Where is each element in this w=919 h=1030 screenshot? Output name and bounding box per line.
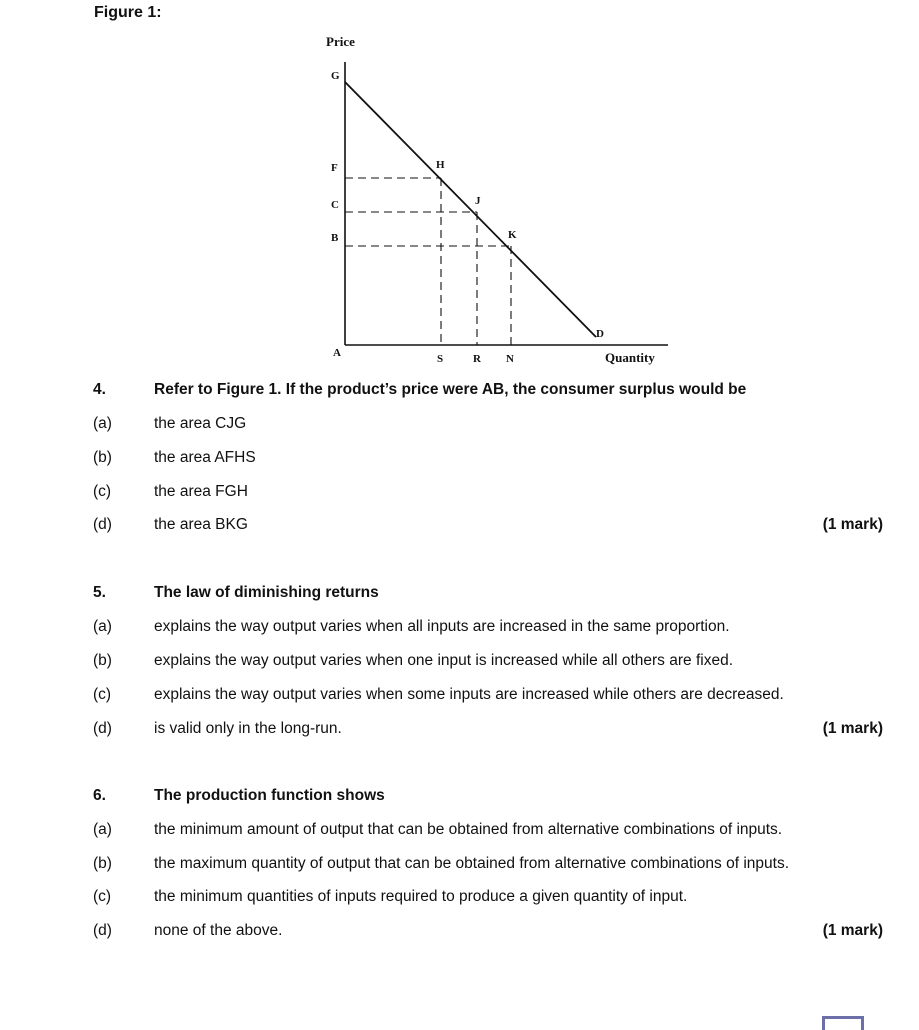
label-s: S: [437, 353, 444, 365]
figure-title: Figure 1:: [94, 4, 162, 21]
option-row: [0, 481, 919, 503]
option-letter: (c): [93, 888, 112, 905]
option-text: the area AFHS: [154, 449, 256, 466]
label-k: K: [508, 229, 517, 241]
option-text: the area CJG: [154, 415, 247, 432]
option-row: [0, 650, 919, 672]
question-number: 6.: [93, 787, 106, 804]
label-g: G: [331, 70, 340, 82]
question-stem: Refer to Figure 1. If the product’s price were AB, the consumer surplus would be: [154, 381, 747, 398]
option-text: the maximum quantity of output that can be obtained from alternative combinations of inputs.: [154, 855, 790, 872]
mark-label: (1 mark): [822, 922, 883, 939]
option-row: [0, 413, 919, 435]
demand-diagram: [0, 0, 919, 380]
option-row: [0, 886, 919, 908]
option-letter: (c): [93, 483, 112, 500]
label-b: B: [331, 232, 339, 244]
option-text: explains the way output varies when all inputs are increased in the same proportion.: [154, 618, 730, 635]
option-text: none of the above.: [154, 922, 283, 939]
page-corner-box: [822, 1016, 864, 1030]
option-letter: (a): [93, 415, 112, 432]
y-axis-label: Price: [326, 34, 355, 49]
mark-label: (1 mark): [822, 720, 883, 737]
option-row: [0, 819, 919, 841]
label-c: C: [331, 199, 339, 211]
option-text: the area FGH: [154, 483, 248, 500]
mark-label: (1 mark): [822, 516, 883, 533]
option-row: [0, 684, 919, 706]
option-letter: (b): [93, 652, 112, 669]
label-h: H: [436, 159, 445, 171]
option-row: [0, 920, 919, 942]
dashed-guides: [345, 178, 511, 345]
option-letter: (a): [93, 821, 112, 838]
option-letter: (d): [93, 516, 112, 533]
option-text: the minimum amount of output that can be obtained from alternative combinations of inputs.: [154, 821, 783, 838]
option-text: the area BKG: [154, 516, 248, 533]
question-number: 5.: [93, 584, 106, 601]
option-letter: (d): [93, 922, 112, 939]
option-letter: (a): [93, 618, 112, 635]
label-j: J: [475, 195, 481, 207]
question-stem: The law of diminishing returns: [154, 584, 379, 601]
x-axis-label: Quantity: [605, 350, 655, 365]
demand-line: [345, 82, 596, 337]
option-row: [0, 616, 919, 638]
question-stem-row: [0, 379, 919, 401]
option-text: explains the way output varies when one input is increased while all others are fixed.: [154, 652, 733, 669]
question-number: 4.: [93, 381, 106, 398]
option-letter: (b): [93, 855, 112, 872]
label-n: N: [506, 353, 514, 365]
question-stem-row: [0, 785, 919, 807]
option-row: [0, 853, 919, 875]
label-a: A: [333, 347, 341, 359]
question-stem: The production function shows: [154, 787, 385, 804]
label-f: F: [331, 162, 338, 174]
question-stem-row: [0, 582, 919, 604]
option-text: is valid only in the long-run.: [154, 720, 342, 737]
label-r: R: [473, 353, 481, 365]
label-d: D: [596, 328, 604, 340]
option-row: [0, 718, 919, 740]
option-letter: (d): [93, 720, 112, 737]
option-letter: (c): [93, 686, 112, 703]
option-text: explains the way output varies when some inputs are increased while others are decreased.: [154, 686, 784, 703]
option-row: [0, 447, 919, 469]
option-letter: (b): [93, 449, 112, 466]
option-row: [0, 514, 919, 536]
option-text: the minimum quantities of inputs required to produce a given quantity of input.: [154, 888, 688, 905]
